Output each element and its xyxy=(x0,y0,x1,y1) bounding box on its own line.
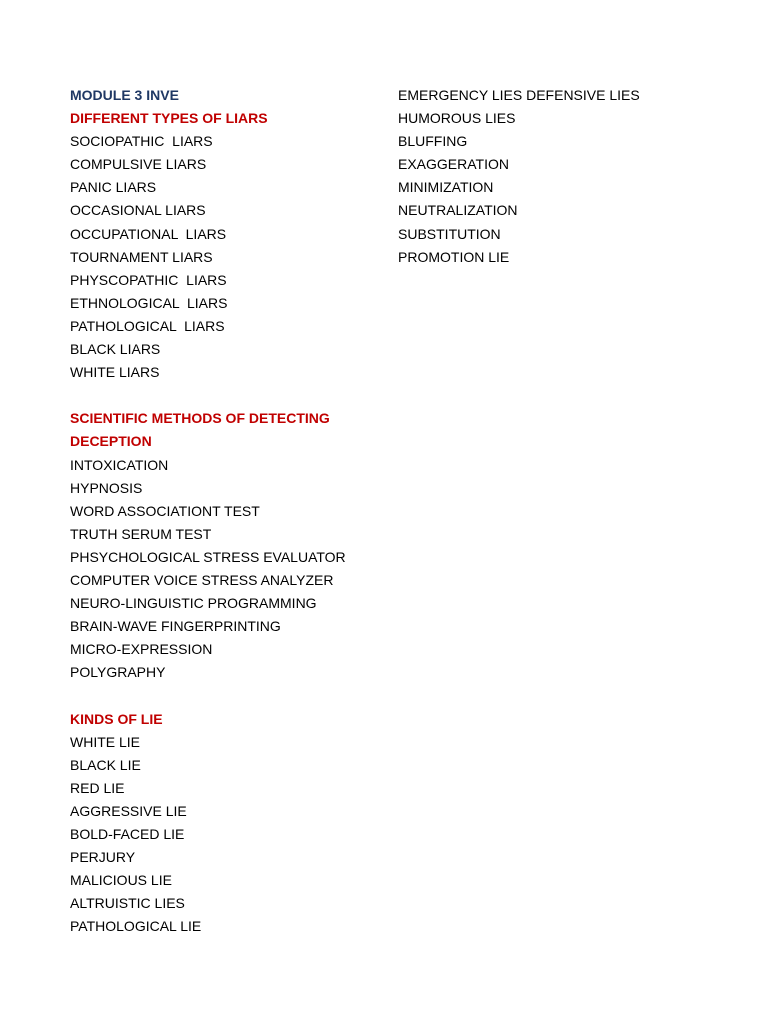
list-item: WORD ASSOCIATIONT TEST xyxy=(70,502,260,519)
list-item: POLYGRAPHY xyxy=(70,664,166,681)
list-item: RED LIE xyxy=(70,779,125,796)
list-item: MINIMIZATION xyxy=(398,179,494,196)
section-kinds-of-lie xyxy=(70,708,370,939)
list-item: BLUFFING xyxy=(398,133,468,150)
list-item: WHITE LIE xyxy=(70,733,141,750)
list-item: BLACK LIE xyxy=(70,756,141,773)
section-heading: DIFFERENT TYPES OF LIARS xyxy=(70,110,268,127)
section-heading: DECEPTION xyxy=(70,433,152,450)
list-item: COMPUTER VOICE STRESS ANALYZER xyxy=(70,571,334,588)
list-item: ALTRUISTIC LIES xyxy=(70,895,185,912)
module-title: MODULE 3 INVE xyxy=(70,87,179,103)
list-item: OCCUPATIONAL LIARS xyxy=(70,225,227,242)
list-item: NEURO-LINGUISTIC PROGRAMMING xyxy=(70,595,317,612)
list-item: TOURNAMENT LIARS xyxy=(70,248,213,265)
list-item: COMPULSIVE LIARS xyxy=(70,156,207,173)
list-item: PROMOTION LIE xyxy=(398,248,510,265)
list-item: PATHOLOGICAL LIE xyxy=(70,918,202,935)
list-item: EMERGENCY LIES DEFENSIVE LIES xyxy=(398,87,640,103)
list-item: PANIC LIARS xyxy=(70,179,157,196)
list-item: WHITE LIARS xyxy=(70,364,160,381)
list-item: HYPNOSIS xyxy=(70,479,143,496)
list-item: EXAGGERATION xyxy=(398,156,509,173)
list-item: HUMOROUS LIES xyxy=(398,110,516,127)
list-item: PERJURY xyxy=(70,849,136,866)
list-item: OCCASIONAL LIARS xyxy=(70,202,206,219)
list-item: PHYSCOPATHIC LIARS xyxy=(70,271,227,288)
right-column xyxy=(398,84,738,269)
left-column xyxy=(70,84,370,938)
list-item: PHSYCHOLOGICAL STRESS EVALUATOR xyxy=(70,548,346,565)
list-item: BLACK LIARS xyxy=(70,341,161,358)
section-scientific-methods xyxy=(70,407,370,684)
list-item: MALICIOUS LIE xyxy=(70,872,172,889)
section-types-of-liars xyxy=(70,107,370,384)
list-item: BRAIN-WAVE FINGERPRINTING xyxy=(70,618,281,635)
spacer xyxy=(70,684,370,707)
list-item: SUBSTITUTION xyxy=(398,225,501,242)
section-heading: KINDS OF LIE xyxy=(70,710,163,727)
list-item: AGGRESSIVE LIE xyxy=(70,802,187,819)
list-item: ETHNOLOGICAL LIARS xyxy=(70,294,228,311)
section-heading: SCIENTIFIC METHODS OF DETECTING xyxy=(70,410,330,427)
list-item: MICRO-EXPRESSION xyxy=(70,641,213,658)
list-item: INTOXICATION xyxy=(70,456,169,473)
list-item: BOLD-FACED LIE xyxy=(70,826,185,842)
list-item: NEUTRALIZATION xyxy=(398,202,518,219)
list-item: SOCIOPATHIC LIARS xyxy=(70,133,213,150)
spacer xyxy=(70,384,370,407)
list-item: PATHOLOGICAL LIARS xyxy=(70,317,225,334)
list-item: TRUTH SERUM TEST xyxy=(70,525,212,542)
